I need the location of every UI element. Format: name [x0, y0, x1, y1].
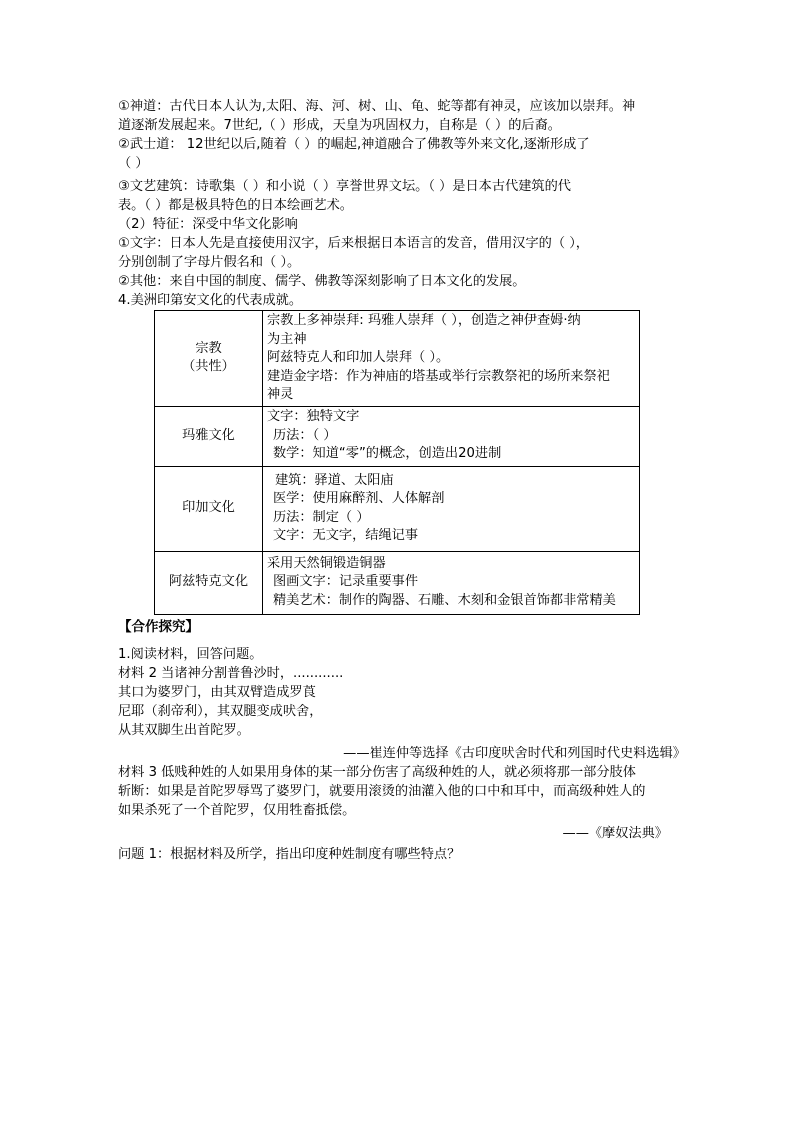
material-2-line: 其口为婆罗门，由其双臂造成罗莨	[118, 684, 316, 700]
material-3-source: ——《摩奴法典》	[562, 825, 668, 841]
material-2-source: ——崔连仲等选择《古印度吠舍时代和列国时代史料选辑》	[343, 745, 686, 761]
cell-line: 图画文字：记录重要事件	[273, 574, 419, 590]
other-influence-line: ②其他：来自中国的制度、儒学、佛教等深刻影响了日本文化的发展。	[118, 274, 526, 289]
row-name-line: 印加文化	[182, 500, 235, 516]
writing-line-1: ①文字：日本人先是直接使用汉字，后来根据日本语言的发音，借用汉字的（ ），	[118, 236, 589, 251]
cell-line: 数学：知道“零”的概念，创造出20进制	[273, 446, 502, 462]
row-name-aztec	[155, 551, 263, 614]
material-3-line: 斩断：如果是首陀罗辱骂了婆罗门，就要用滚烫的油灌入他的口中和耳中，而高级种姓人的	[118, 783, 646, 799]
question-1: 问题 1：根据材料及所学，指出印度种姓制度有哪些特点？	[118, 846, 461, 862]
row-name-line: （共性）	[182, 359, 235, 375]
table-row	[155, 311, 640, 407]
cell-line: 采用天然铜锻造铜器	[267, 555, 386, 571]
cell-line: 医学：使用麻醉剂、人体解剖	[273, 491, 445, 506]
table-row	[155, 466, 640, 551]
cell-line: 阿兹特克人和印加人崇拜（ ）。	[267, 350, 450, 365]
cell-line: 历法：制定（ ）	[273, 509, 370, 525]
material-2-line: 从其双脚生出首陀罗。	[118, 722, 250, 738]
cell-line: 为主神	[267, 331, 307, 347]
cell-line: 建筑：驿道、太阳庙	[275, 472, 394, 488]
bushido-line-1: ②武士道： 12世纪以后,随着（ ）的崛起,神道融合了佛教等外来文化,逐渐形成了	[118, 137, 590, 152]
material-3-line: 材料 3 低贱种姓的人如果用身体的某一部分伤害了高级种姓的人，就必须将那一部分肢体	[118, 764, 636, 780]
row-name-line: 阿兹特克文化	[168, 574, 249, 590]
row-name-religion	[155, 311, 263, 407]
cell-line: 历法：（ ）	[273, 427, 337, 443]
row-content-aztec	[263, 551, 640, 614]
material-3-line: 如果杀死了一个首陀罗，仅用牲畜抵偿。	[118, 802, 356, 818]
material-2-line: 材料 2 当诸神分割普鲁沙时，............	[118, 665, 344, 681]
row-content-maya	[263, 406, 640, 466]
table-row	[155, 406, 640, 466]
cell-line: 建造金字塔：作为神庙的塔基或举行宗教祭祀的场所来祭祀	[267, 368, 610, 384]
shinto-line-1: ①神道：古代日本人认为,太阳、海、河、树、山、龟、蛇等都有神灵，应该加以崇拜。神	[118, 99, 636, 114]
cell-line: 文字：独特文字	[267, 409, 360, 425]
row-name-maya	[155, 406, 263, 466]
literature-line-1: ③文艺建筑：诗歌集（ ）和小说（ ）享誉世界文坛。（ ）是日本古代建筑的代	[118, 179, 571, 194]
literature-line-2: 表。（ ）都是极具特色的日本绘画艺术。	[118, 198, 353, 213]
cell-line: 文字：无文字，结绳记事	[273, 528, 419, 543]
reading-prompt: 1.阅读材料，回答问题。	[118, 646, 263, 662]
culture-table	[154, 310, 640, 615]
table-row	[155, 551, 640, 614]
cell-line: 精美艺术：制作的陶器、石雕、木刻和金银首饰都非常精美	[273, 592, 616, 608]
worksheet-page	[118, 97, 686, 864]
row-content-inca	[263, 466, 640, 551]
cooperation-heading: 【合作探究】	[118, 618, 199, 635]
cell-line: 神灵	[267, 387, 294, 402]
row-name-inca	[155, 466, 263, 551]
row-content-religion	[263, 311, 640, 407]
cell-line: 宗教上多神崇拜: 玛雅人崇拜（ ），创造之神伊查姆·纳	[267, 313, 581, 328]
shinto-line-2: 道逐渐发展起来。7世纪,（ ）形成，天皇为巩固权力，自称是（ ）的后裔。	[118, 118, 561, 133]
americas-heading: 4.美洲印第安文化的代表成就。	[118, 293, 303, 308]
bushido-line-2: （ ）	[118, 156, 149, 171]
row-name-line: 玛雅文化	[182, 427, 235, 443]
writing-line-2: 分别创制了字母片假名和（ ）。	[118, 255, 301, 270]
material-2-line: 尼耶（刹帝利），其双腿变成吠舍，	[118, 703, 323, 719]
row-name-line: 宗教	[195, 340, 222, 356]
feature-heading: （2）特征：深受中华文化影响	[118, 217, 298, 232]
